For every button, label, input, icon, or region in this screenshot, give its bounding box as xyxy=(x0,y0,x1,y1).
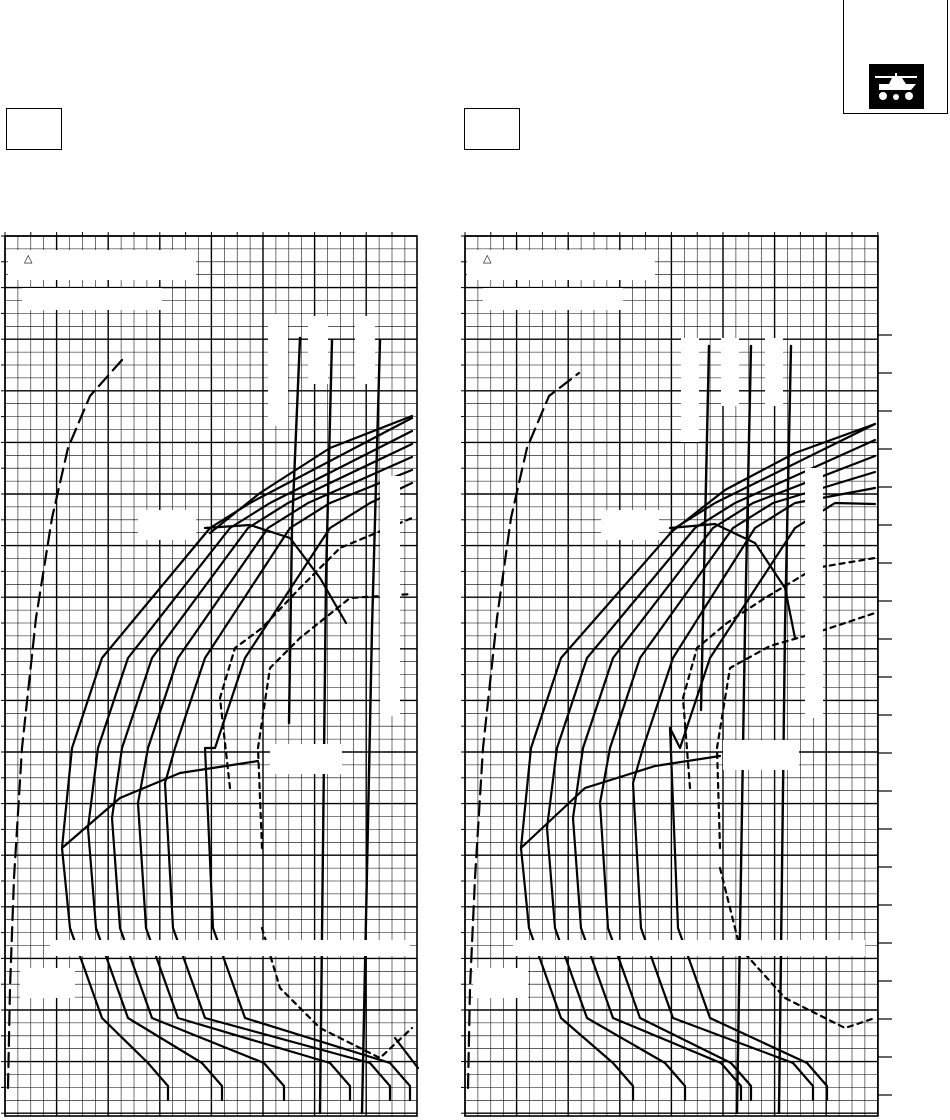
panel-label-right xyxy=(464,108,520,150)
label-mask xyxy=(513,940,865,956)
legend-triangle-symbol: △ xyxy=(24,253,33,265)
chart-left-legend xyxy=(8,250,196,280)
chart-right xyxy=(455,228,950,1120)
label-mask xyxy=(20,968,75,998)
helicopter-icon xyxy=(869,64,924,109)
label-mask xyxy=(355,316,375,384)
label-mask xyxy=(721,338,739,406)
label-mask xyxy=(483,288,623,310)
panel-label-left xyxy=(6,108,62,150)
legend-triangle-symbol: △ xyxy=(483,253,492,265)
label-mask xyxy=(22,288,162,310)
label-mask xyxy=(601,510,659,540)
chart-right-legend xyxy=(467,250,655,280)
chart-right-masks xyxy=(473,288,865,998)
label-mask xyxy=(681,338,699,442)
series-curve-tail xyxy=(395,1038,418,1068)
series-curve xyxy=(633,488,875,1100)
label-mask xyxy=(270,744,342,774)
label-mask xyxy=(805,468,823,718)
series-limit-arc xyxy=(670,524,795,638)
chart-left xyxy=(0,228,430,1120)
label-mask xyxy=(380,476,400,716)
label-mask xyxy=(723,740,799,770)
label-mask xyxy=(308,316,328,384)
series-vertical xyxy=(289,338,300,723)
label-mask xyxy=(138,510,196,540)
label-mask xyxy=(50,940,410,956)
label-mask xyxy=(765,338,783,406)
label-mask xyxy=(473,968,528,998)
series-curve xyxy=(138,457,412,1100)
series-vertical xyxy=(701,346,709,710)
label-mask xyxy=(268,314,288,426)
series-curve xyxy=(112,444,412,1100)
section-badge xyxy=(843,0,948,114)
